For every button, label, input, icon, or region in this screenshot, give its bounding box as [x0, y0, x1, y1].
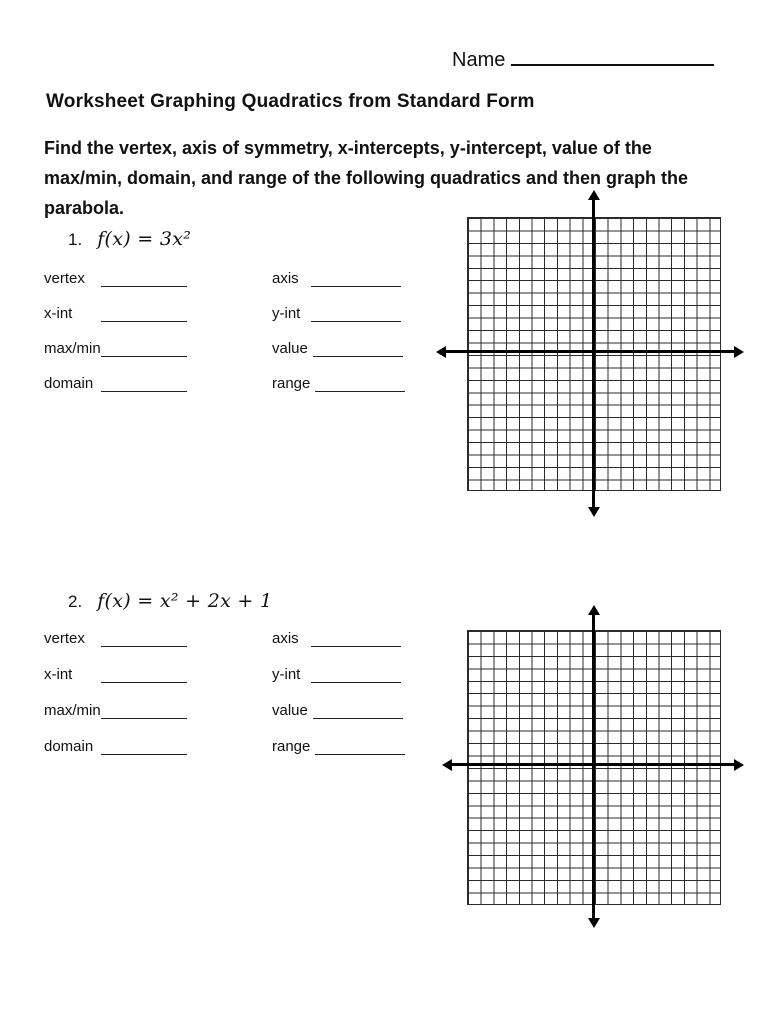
instructions-line-1: Find the vertex, axis of symmetry, x-intercepts, y-intercept, value of the — [44, 138, 652, 158]
arrow-down-icon — [588, 918, 600, 928]
x-axis-2 — [451, 763, 735, 766]
problem-1-number: 1. — [68, 230, 83, 249]
field-axis-1 — [272, 255, 452, 290]
axis-blank-line — [311, 275, 401, 287]
max-min-blank-line — [101, 707, 187, 719]
field-range-1 — [272, 360, 452, 395]
field-max-min-1 — [44, 325, 272, 360]
field-domain-2 — [44, 722, 272, 758]
field-axis-2 — [272, 614, 452, 650]
vertex-blank-line — [101, 275, 187, 287]
page-title: Worksheet Graphing Quadratics from Standard Form — [46, 91, 535, 112]
coordinate-plane-2 — [442, 605, 744, 928]
vertex-label: vertex — [44, 630, 85, 647]
field-y-int-1 — [272, 290, 452, 325]
y-int-blank-line — [311, 671, 401, 683]
vertex-label: vertex — [44, 270, 85, 287]
x-int-blank-line — [101, 671, 187, 683]
vertex-blank-line — [101, 635, 187, 647]
field-vertex-1 — [44, 255, 272, 290]
field-max-min-2 — [44, 686, 272, 722]
value-blank-line — [313, 707, 403, 719]
field-vertex-2 — [44, 614, 272, 650]
domain-label: domain — [44, 375, 94, 392]
problem-1-equation: f(x) = 3x² — [97, 228, 192, 250]
field-value-1 — [272, 325, 452, 360]
x-int-label: x-int — [44, 666, 73, 683]
instructions-line-2: max/min, domain, and range of the following quadratics and then graph the — [44, 168, 689, 188]
arrow-right-icon — [734, 759, 744, 771]
arrow-left-icon — [436, 346, 446, 358]
field-range-2 — [272, 722, 452, 758]
value-label: value — [272, 340, 308, 357]
problem-1-fields — [44, 255, 452, 395]
problem-2-fields — [44, 614, 452, 758]
field-value-2 — [272, 686, 452, 722]
range-label: range — [272, 375, 311, 392]
name-line — [452, 46, 714, 72]
y-axis-2 — [592, 614, 595, 919]
arrow-up-icon — [588, 605, 600, 615]
name-blank-line — [511, 46, 714, 66]
axis-label: axis — [272, 270, 299, 287]
max-min-label: max/min — [44, 702, 101, 719]
problem-2-equation: f(x) = x² + 2x + 1 — [97, 590, 273, 612]
problem-2-header — [68, 590, 272, 612]
arrow-right-icon — [734, 346, 744, 358]
axis-label: axis — [272, 630, 299, 647]
domain-label: domain — [44, 738, 94, 755]
domain-blank-line — [101, 743, 187, 755]
arrow-left-icon — [442, 759, 452, 771]
axis-blank-line — [311, 635, 401, 647]
arrow-down-icon — [588, 507, 600, 517]
instructions-line-3: parabola. — [44, 198, 125, 218]
field-domain-1 — [44, 360, 272, 395]
range-blank-line — [315, 380, 405, 392]
field-y-int-2 — [272, 650, 452, 686]
x-int-blank-line — [101, 310, 187, 322]
problem-1-header — [68, 228, 191, 250]
value-blank-line — [313, 345, 403, 357]
range-blank-line — [315, 743, 405, 755]
range-label: range — [272, 738, 311, 755]
domain-blank-line — [101, 380, 187, 392]
x-int-label: x-int — [44, 305, 73, 322]
y-int-label: y-int — [272, 305, 301, 322]
max-min-blank-line — [101, 345, 187, 357]
max-min-label: max/min — [44, 340, 101, 357]
y-int-label: y-int — [272, 666, 301, 683]
arrow-up-icon — [588, 190, 600, 200]
y-axis-1 — [592, 199, 595, 508]
name-label: Name — [452, 49, 506, 71]
field-x-int-1 — [44, 290, 272, 325]
x-axis-1 — [445, 350, 735, 353]
coordinate-plane-1 — [436, 190, 744, 517]
problem-2-number: 2. — [68, 592, 83, 611]
y-int-blank-line — [311, 310, 401, 322]
value-label: value — [272, 702, 308, 719]
field-x-int-2 — [44, 650, 272, 686]
